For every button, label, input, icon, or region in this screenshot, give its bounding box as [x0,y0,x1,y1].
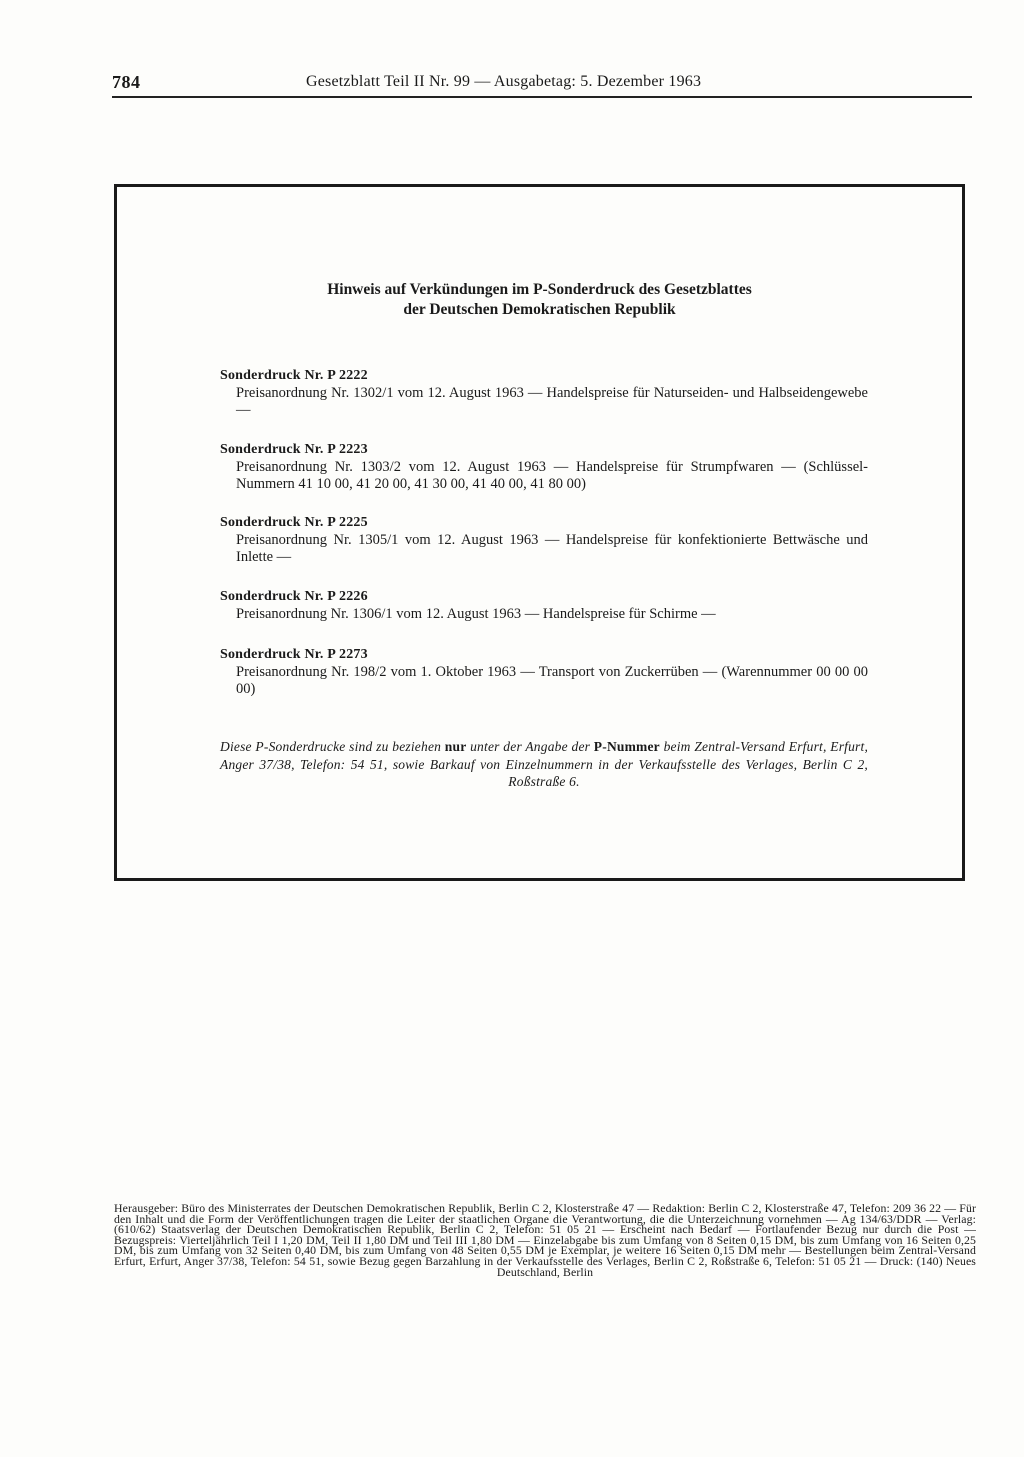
note-emphasis-p-number: P-Nummer [593,739,660,754]
entry-text: Preisanordnung Nr. 1305/1 vom 12. August 1963 — Handelspreise für konfektionierte Bettwäsche und Inlette — [236,532,868,565]
entry-heading: Sonderdruck Nr. P 2223 [220,442,368,457]
note-emphasis-nur: nur [444,739,467,754]
header-title: Gesetzblatt Teil II Nr. 99 — Ausgabetag: 5. Dezember 1963 [306,73,702,90]
note-part-5: beim Zentral-Versand Erfurt, Erfurt, Anger 37/38, Telefon: 54 51, sowie Barkauf von Einzelnummern in der Verkaufsstelle des Verlages, Berlin C 2, Roßstraße 6. [220,739,869,789]
notice-title-line-2: der Deutschen Demokratischen Republik [403,301,676,318]
note-part-3: unter der Angabe der [470,739,591,754]
entry-p2273 [220,646,868,698]
entry-p2226 [220,588,868,623]
entry-text: Preisanordnung Nr. 1302/1 vom 12. August 1963 — Handelspreise für Naturseiden- und Halbseidengewebe — [236,385,868,418]
ordering-note [220,738,868,791]
notice-title-line-1: Hinweis auf Verkündungen im P-Sonderdruck des Gesetzblattes [327,281,752,298]
entry-heading: Sonderdruck Nr. P 2225 [220,515,368,530]
entry-p2225 [220,514,868,566]
notice-box [114,184,965,881]
publisher-imprint: Herausgeber: Büro des Ministerrates der Deutschen Demokratischen Republik, Berlin C 2, Klosterstraße 47 — Redaktion: Berlin C 2, Klosterstraße 47, Telefon: 209 36 22 — Für den Inhalt und die Form der Veröffentlichungen tragen die Leiter der staatlichen Organe die Verantwortung, die die Unterzeichnung vornehmen — Ag 134/63/DDR — Verlag: (610/62) Staatsverlag der Deutschen Demokratischen Republik, Berlin C 2, Telefon: 51 05 21 — Erscheint nach Bedarf — Fortlaufender Bezug nur durch die Post — Bezugspreis: Vierteljährlich Teil I 1,20 DM, Teil II 1,80 DM und Teil III 1,80 DM — Einzelabgabe bis zum Umfang von 8 Seiten 0,15 DM, bis zum Umfang von 16 Seiten 0,25 DM, bis zum Umfang von 32 Seiten 0,40 DM, bis zum Umfang von 48 Seiten 0,55 DM je Exemplar, je weitere 16 Seiten 0,15 DM mehr — Bestellungen beim Zentral-Versand Erfurt, Erfurt, Anger 37/38, Telefon: 54 51, sowie Bezug gegen Barzahlung in der Verkaufsstelle des Verlages, Berlin C 2, Roßstraße 6, Telefon: 51 05 21 — Druck: (140) Neues Deutschland, Berlin [114,1201,976,1279]
note-part-1: Diese P-Sonderdrucke sind zu beziehen [220,739,442,754]
entry-text: Preisanordnung Nr. 198/2 vom 1. Oktober 1963 — Transport von Zuckerrüben — (Warennummer 00 00 00 00) [236,664,868,697]
page-header [112,72,972,98]
entry-heading: Sonderdruck Nr. P 2222 [220,368,368,383]
entry-heading: Sonderdruck Nr. P 2273 [220,647,368,662]
notice-title [117,280,962,320]
entry-p2223 [220,441,868,493]
entry-p2222 [220,367,868,419]
entry-heading: Sonderdruck Nr. P 2226 [220,589,368,604]
page-number: 784 [112,72,141,92]
entry-text: Preisanordnung Nr. 1306/1 vom 12. August 1963 — Handelspreise für Schirme — [236,606,716,622]
entry-text: Preisanordnung Nr. 1303/2 vom 12. August 1963 — Handelspreise für Strumpfwaren — (Schlüssel-Nummern 41 10 00, 41 20 00, 41 30 00, 41 40 00, 41 80 00) [236,459,868,492]
